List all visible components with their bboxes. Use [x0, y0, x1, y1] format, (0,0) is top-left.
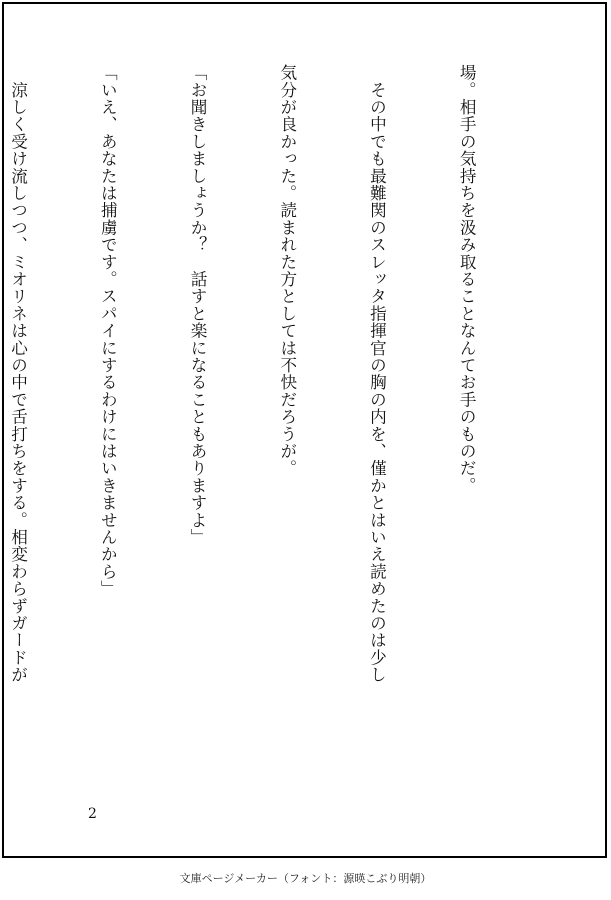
text-line-4: 「お聞きしましょうか？ 話すと楽になることもありますよ」: [188, 64, 208, 546]
body-text: [0, 64, 541, 764]
text-line-2: その中でも最難関のスレッタ指揮官の胸の内を、僅かとはいえ読めたのは少し: [367, 64, 387, 684]
text-line-6: 涼しく受け流しつつ、ミオリネは心の中で舌打ちをする。相変わらずガードが: [8, 64, 28, 684]
page-frame: [2, 2, 607, 858]
page-number: 2: [88, 806, 97, 822]
text-line-5: 「いえ、あなたは捕虜です。スパイにするわけにはいきませんから」: [98, 64, 118, 598]
text-line-1: 場。相手の気持ちを汲み取ることなんてお手のものだ。: [457, 64, 477, 494]
text-line-3: 気分が良かった。読まれた方としては不快だろうが。: [277, 64, 297, 477]
footer-credit: 文庫ページメーカー（フォント：源暎こぶり明朝）: [179, 872, 432, 885]
